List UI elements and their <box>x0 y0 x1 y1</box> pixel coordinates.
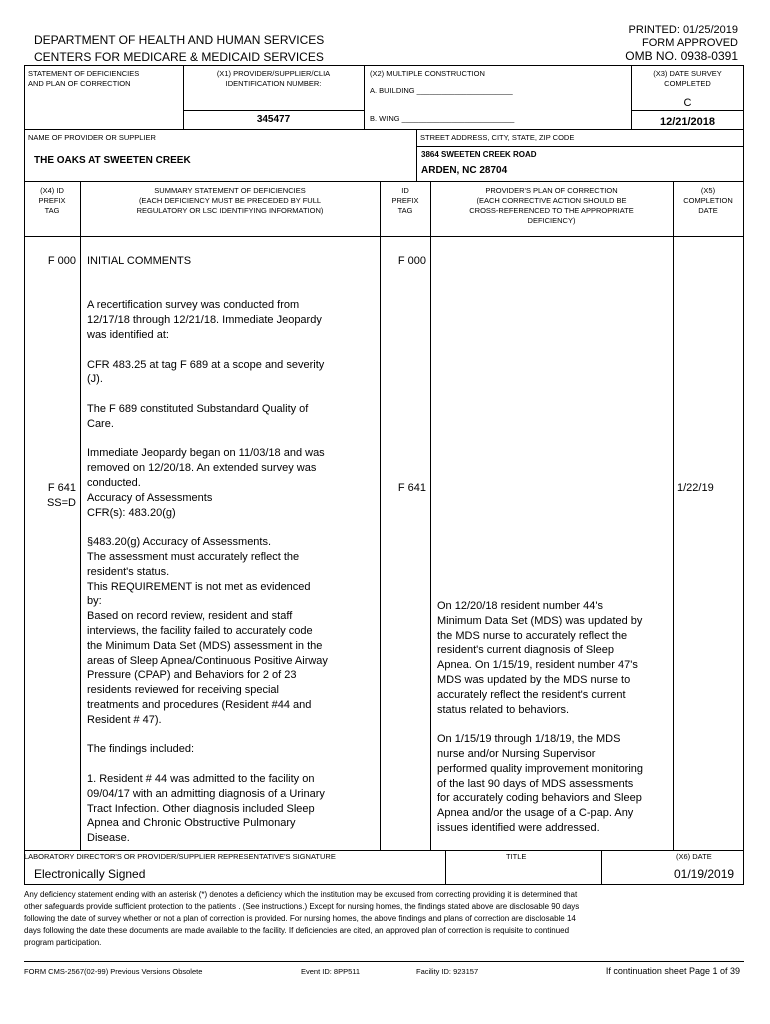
text-line: residents reviewed for receiving special <box>87 684 279 697</box>
text-line: Apnea and Chronic Obstructive Pulmonary <box>87 817 296 830</box>
tag-left-f641: F 641 <box>47 482 76 494</box>
address-line-1: 3864 SWEETEN CREEK ROAD <box>421 150 537 159</box>
disclaimer: Any deficiency statement ending with an asterisk (*) denotes a deficiency which the institution may be excused from correcting providing it is determined that other safeguards provide sufficient protection to the patients . (See instructions.) Except for nursing homes, the findings stated above are disclosable 90 days following the date of survey whether or not a plan of correction is provided. For nursing homes, the above findings and plans of correction are disclosable 14 days following the date these documents are made available to the facility. If deficiencies are cited, an approved plan of correction is requisite to continued program participation. <box>24 890 580 947</box>
tag-mid-f641: F 641 <box>397 482 426 494</box>
x2-wing: B. WING ___________________________ <box>370 114 515 123</box>
text-line: (J). <box>87 373 103 386</box>
text-line: Disease. <box>87 832 130 845</box>
text-line: was identified at: <box>87 329 169 341</box>
omb-number: OMB NO. 0938-0391 <box>625 49 738 63</box>
address-line-2: ARDEN, NC 28704 <box>421 165 508 176</box>
form-approved: FORM APPROVED <box>642 37 738 49</box>
provider-label: NAME OF PROVIDER OR SUPPLIER <box>28 133 156 142</box>
tag-left-ss: SS=D <box>46 497 76 509</box>
signature-label: LABORATORY DIRECTOR'S OR PROVIDER/SUPPLIER REPRESENTATIVE'S SIGNATURE <box>24 852 336 861</box>
id-header: ID PREFIX TAG <box>391 186 419 215</box>
text-line: interviews, the facility failed to accurately code <box>87 625 313 637</box>
text-line: removed on 12/20/18. An extended survey was <box>87 462 317 475</box>
x1-value: 345477 <box>256 114 291 125</box>
text-line: CFR 483.25 at tag F 689 at a scope and severity <box>87 358 325 371</box>
form-info <box>625 24 738 63</box>
text-line: treatments and procedures (Resident #44 and <box>87 699 312 711</box>
summary-header: SUMMARY STATEMENT OF DEFICIENCIES (EACH DEFICIENCY MUST BE PRECEDED BY FULL REGULATORY OR LSC IDENTIFYING INFORMATION) <box>136 186 324 215</box>
text-line: CFR(s): 483.20(g) <box>87 506 176 519</box>
provider-name: THE OAKS AT SWEETEN CREEK <box>34 155 191 166</box>
agency-line-1: DEPARTMENT OF HEALTH AND HUMAN SERVICES <box>34 33 325 47</box>
text-line: areas of Sleep Apnea/Continuous Positive Airway <box>87 654 328 667</box>
printed-date: PRINTED: 01/25/2019 <box>628 24 738 36</box>
footer-form: FORM CMS-2567(02-99) Previous Versions Obsolete <box>24 967 203 976</box>
tag-mid-f000: F 000 <box>397 255 426 267</box>
text-line: Minimum Data Set (MDS) was updated by <box>437 614 643 627</box>
text-line: MDS was updated by the MDS nurse to <box>437 674 631 686</box>
text-line: Based on record review, resident and staff <box>87 610 293 623</box>
footer-page: If continuation sheet Page 1 of 39 <box>605 966 740 976</box>
text-line: nurse and/or Nursing Supervisor <box>437 748 596 760</box>
signature-value: Electronically Signed <box>34 867 146 881</box>
text-line: the Minimum Data Set (MDS) assessment in the <box>87 639 323 652</box>
text-line: §483.20(g) Accuracy of Assessments. <box>87 536 272 549</box>
x3-date: 12/21/2018 <box>659 116 716 128</box>
statement-label: STATEMENT OF DEFICIENCIES AND PLAN OF CORRECTION <box>28 69 140 88</box>
signature-date: 01/19/2019 <box>674 867 735 881</box>
x2-label: (X2) MULTIPLE CONSTRUCTION <box>370 69 485 78</box>
text-line: This REQUIREMENT is not met as evidenced <box>87 580 311 593</box>
x4-header: (X4) ID PREFIX TAG <box>38 186 66 215</box>
text-line: Care. <box>87 417 114 430</box>
text-line: 1. Resident # 44 was admitted to the facility on <box>87 773 315 785</box>
text-line: of the last 90 days of MDS assessments <box>437 777 634 790</box>
text-line: status related to behaviors. <box>437 703 570 716</box>
text-line: Apnea. On 1/15/19, resident number 47's <box>437 659 638 672</box>
text-line: On 1/15/19 through 1/18/19, the MDS <box>437 733 621 746</box>
x3-label: (X3) DATE SURVEY COMPLETED <box>653 69 722 88</box>
text-line: accurately reflect the resident's current <box>437 688 626 701</box>
plan-header: PROVIDER'S PLAN OF CORRECTION (EACH CORRECTIVE ACTION SHOULD BE CROSS-REFERENCED TO THE APPROPRIATE DEFICIENCY) <box>469 186 634 225</box>
agency-line-2: CENTERS FOR MEDICARE & MEDICAID SERVICES <box>34 50 324 64</box>
text-line: A recertification survey was conducted from <box>87 299 300 312</box>
text-line: Immediate Jeopardy began on 11/03/18 and was <box>87 447 325 460</box>
text-line: resident's status. <box>87 565 170 578</box>
text-line: On 12/20/18 resident number 44's <box>437 600 603 612</box>
text-line: by: <box>87 595 102 608</box>
footer-facility: Facility ID: 923157 <box>416 967 479 976</box>
text-line: 12/17/18 through 12/21/18. Immediate Jeopardy <box>87 314 322 327</box>
text-line: conducted. <box>87 477 141 489</box>
text-line: for accurately coding behaviors and Sleep <box>437 792 642 805</box>
text-line: 09/04/17 with an admitting diagnosis of a Urinary <box>87 787 325 800</box>
text-line: Accuracy of Assessments <box>87 491 213 504</box>
text-line: The findings included: <box>87 743 195 756</box>
x1-label: (X1) PROVIDER/SUPPLIER/CLIA IDENTIFICATION NUMBER: <box>216 69 331 88</box>
agency-header <box>34 32 324 66</box>
text-line: performed quality improvement monitoring <box>437 762 644 775</box>
text-line: Pressure (CPAP) and Behaviors for 2 of 23 <box>87 669 297 682</box>
text-line: issues identified were addressed. <box>437 822 600 834</box>
text-line: the MDS nurse to accurately reflect the <box>437 629 628 642</box>
completion-date-f641: 1/22/19 <box>677 482 714 494</box>
text-line: The F 689 constituted Substandard Quality of <box>87 403 309 415</box>
address-label: STREET ADDRESS, CITY, STATE, ZIP CODE <box>420 133 575 142</box>
text-line: INITIAL COMMENTS <box>87 255 192 267</box>
text-line: Resident # 47). <box>87 713 162 726</box>
text-line: Tract Infection. Other diagnosis included Sleep <box>87 802 315 815</box>
date-label: (X6) DATE <box>676 852 712 861</box>
footer-event: Event ID: 8PP511 <box>301 967 361 976</box>
tag-left-f000: F 000 <box>47 255 76 267</box>
x3-code: C <box>683 97 692 109</box>
x2-building: A. BUILDING _______________________ <box>370 86 513 95</box>
text-line: The assessment must accurately reflect the <box>87 551 300 563</box>
text-line: Apnea and/or the usage of a C-pap. Any <box>437 807 634 820</box>
text-line: resident's current diagnosis of Sleep <box>437 644 614 657</box>
title-label: TITLE <box>506 852 527 861</box>
x5-header: (X5) COMPLETION DATE <box>683 186 733 215</box>
